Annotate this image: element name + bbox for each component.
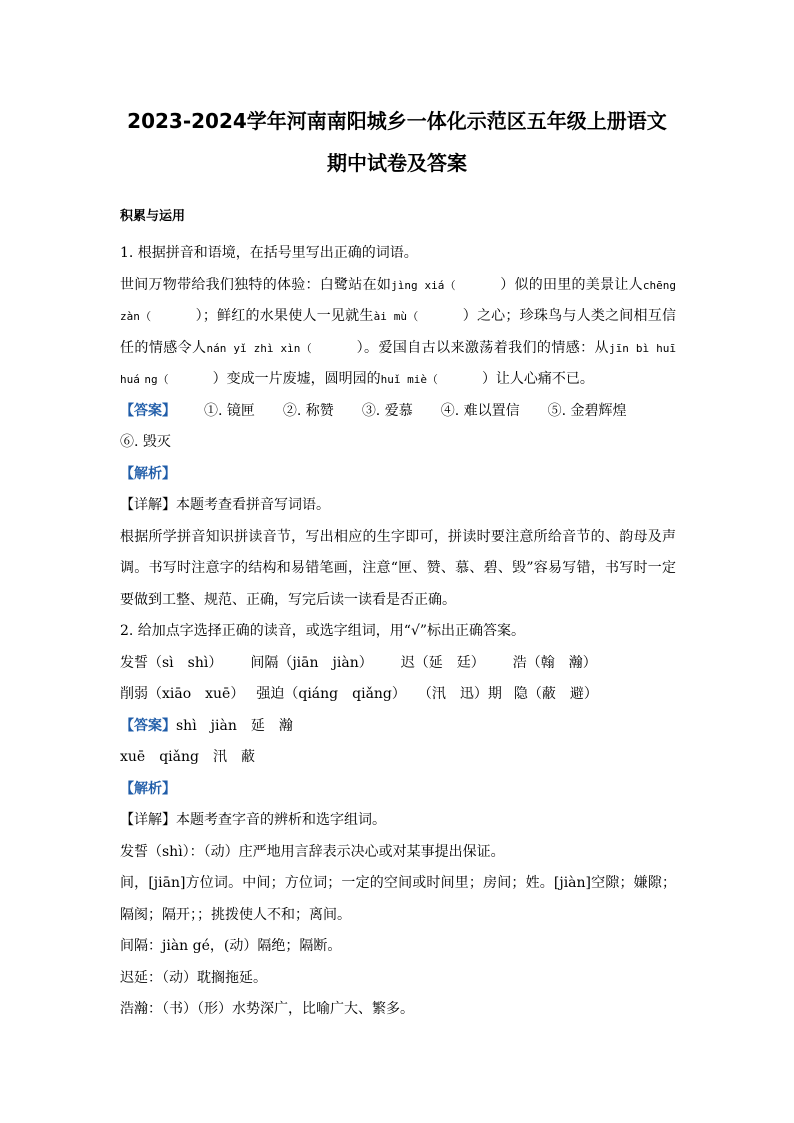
detail-tag: 【详解】 [120,497,176,513]
answer-tag: 【答案】 [120,402,176,419]
q1-pinyin-3: ài mù（ [373,310,419,323]
q1-pinyin-5b: ng（ [144,373,169,386]
q2-answer [120,711,676,743]
q2-explain-5: 浩瀚：（书）（形）水势深广，比喻广大、繁多。 [120,1001,414,1017]
q2-answer-line-2: xuē qiǎng 汛 蔽 [120,749,255,765]
q2-explain-4: 迟延：（动）耽搁拖延。 [120,969,267,986]
option-item: 发誓（sì shì） [120,654,223,671]
q1-pinyin-4: nán yǐ zhì xìn（ [206,341,313,355]
q1-text-2: ）似的田里的美景让人 [499,276,643,293]
q1-stem: 1. 根据拼音和语境，在括号里写出正确的词语。 [120,245,418,261]
q1-detail-1 [120,490,676,522]
q2-detail-1 [120,805,676,837]
q1-text-7: ）变成一片废墟，圆明园的 [212,371,381,387]
q1-answer-6: ⑥. 毁灭 [120,434,171,450]
q1-answer [120,396,676,428]
q1-pinyin-2b: zàn（ [120,310,152,323]
option-item: 浩（翰 瀚） [512,654,597,671]
q2-answer-line-1: shì jiàn 延 瀚 [176,717,293,734]
q1-pinyin-1: jìng xiá（ [391,278,456,292]
option-item: （汛 迅）期 [417,686,502,702]
option-item: 间隔（jiān jiàn） [250,654,373,671]
option-item: 削弱（xiāo xuē） [120,686,245,702]
option-item: 强迫（qiáng qiǎng） [256,686,406,702]
q1-detail-2: 根据所学拼音知识拼读音节，写出相应的生字即可，拼读时要注意所给音节的、韵母及声调。书写时注意字的结构和易错笔画，注意“匣、赞、慕、碧、毁”容易写错，书写时一定要做到工整、规范、正确，写完后读一读看是否正确。 [120,528,676,608]
document-body [120,206,676,1026]
document-title [100,100,694,184]
q2-stem: 2. 给加点字选择正确的读音，或选字组词，用“√”标出正确答案。 [120,623,526,639]
title-line-2: 期中试卷及答案 [327,151,467,175]
q1-pinyin-6: huǐ miè（ [380,373,438,386]
q1-detail-text: 本题考查看拼音写词语。 [176,497,330,513]
analysis-tag: 【解析】 [120,780,176,797]
q2-detail-text: 本题考查字音的辨析和选字组词。 [176,812,386,828]
detail-tag: 【详解】 [120,812,176,828]
q2-explain-1: 发誓（shì）：（动）庄严地用言辞表示决心或对某事提出保证。 [120,843,505,860]
q1-text-8: ）让人心痛不已。 [481,371,594,387]
title-line-1: 2023-2024学年河南南阳城乡一体化示范区五年级上册语文 [127,109,667,133]
q1-text-3: ）；鲜红的水果使人一见就生 [195,308,374,324]
q1-passage [120,270,676,396]
option-item: 迟（延 廷） [400,654,485,671]
q1-text-5: 任的情感令人 [120,339,207,356]
analysis-tag: 【解析】 [120,465,176,482]
answer-item: ②. 称赞 [282,402,334,419]
option-item: 隐（蔽 避） [513,686,598,702]
answer-item: ①. 镜匣 [204,402,255,419]
section-heading: 积累与运用 [120,209,186,224]
answer-item: ③. 爱慕 [361,402,413,419]
q2-explain-3: 间隔：jiàn gé，(动）隔绝；隔断。 [120,938,342,954]
answer-tag: 【答案】 [120,717,176,734]
answer-item: ⑤. 金碧辉煌 [547,402,627,419]
q2-options-row-1 [120,648,676,680]
q2-options-row-2 [120,679,676,711]
answer-item: ④. 难以置信 [440,402,520,419]
q1-text-6: ）。爱国自古以来激荡着我们的情感：从 [356,339,609,356]
q1-pinyin-5a: jīn bì huī huá [120,341,677,386]
q1-text-4: ）之心；珍珠鸟与人类之间相互信 [462,308,676,324]
q1-pinyin-2a: chēng [642,278,677,292]
q2-explain-2: 间，[jiān]方位词。中间；方位词；一定的空间或时间里；房间；姓。[jiàn]空隙；嫌隙；隔阂；隔开；；挑拨使人不和；离间。 [120,875,676,923]
q1-text-1: 世间万物带给我们独特的体验：白鹭站在如 [120,276,392,293]
